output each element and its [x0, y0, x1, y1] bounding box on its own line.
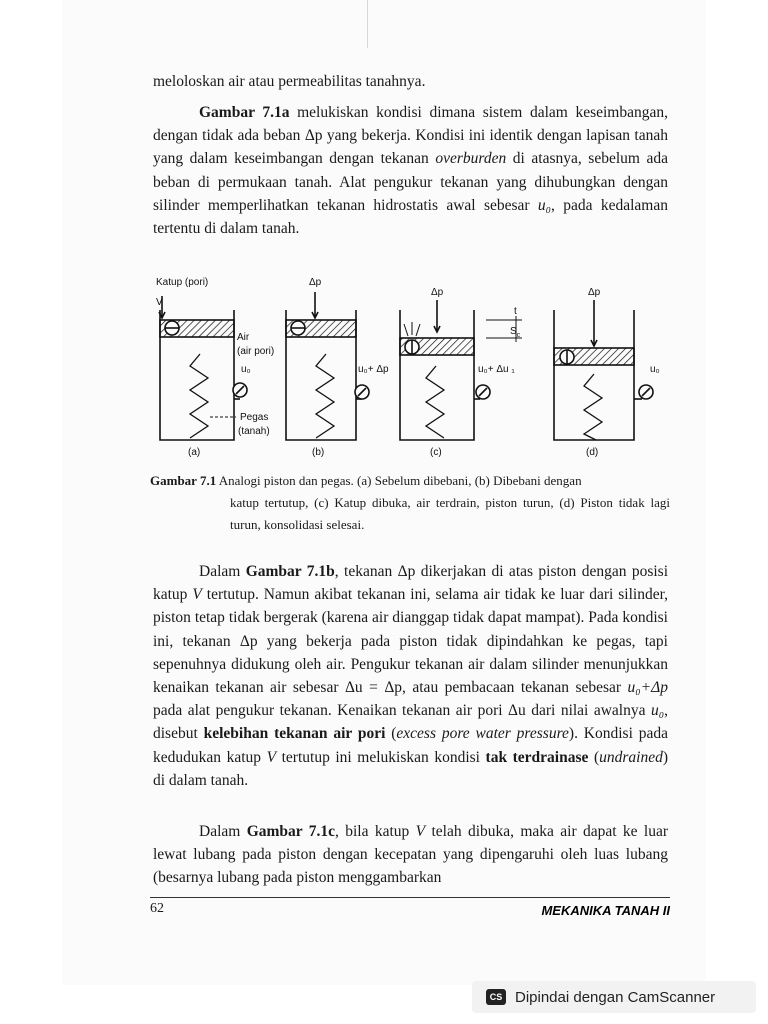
sublabel-d: (d) — [586, 447, 599, 458]
running-head: MEKANIKA TANAH II — [541, 903, 670, 918]
cylinder-b — [286, 292, 369, 440]
paragraph-4: Dalam Gambar 7.1c, bila katup V telah dibuka, maka air dapat ke luar lewat lubang pada piston dengan kecepatan yang dipengaruhi oleh luas lubang (besarnya lubang pada piston menggambarkan — [153, 823, 669, 887]
figure-piston-spring — [150, 272, 670, 462]
label-sc-marker: t — [514, 306, 517, 317]
label-air: Air — [237, 332, 250, 343]
figure-reference: Gambar 7.1a — [199, 104, 290, 121]
label-u0-du1: u₀+ Δu ₁ — [478, 364, 515, 375]
label-katup: Katup (pori) — [156, 277, 209, 288]
label-air-pori: (air pori) — [237, 346, 275, 357]
label-u0-a: u₀ — [241, 364, 251, 375]
label-dp-c: Δp — [431, 287, 444, 298]
sublabel-c: (c) — [430, 447, 442, 458]
sublabel-a: (a) — [188, 447, 201, 458]
label-u0-dp: u₀+ Δp — [358, 364, 389, 375]
cylinder-d — [554, 300, 653, 440]
page-crease — [367, 0, 368, 48]
camscanner-logo-icon: CS — [486, 989, 506, 1005]
label-dp-d: Δp — [588, 287, 601, 298]
figure-reference: Gambar 7.1b — [245, 563, 335, 580]
label-sc: $S_c$ — [510, 326, 521, 339]
figure-reference: Gambar 7.1c — [246, 823, 335, 840]
label-dp-b: Δp — [309, 277, 322, 288]
label-pegas: Pegas — [240, 412, 269, 423]
label-tanah: (tanah) — [238, 426, 270, 437]
paragraph-1: meloloskan air atau permeabilitas tanahnya. — [153, 73, 426, 90]
label-u0-d: u₀ — [650, 364, 660, 375]
page-number: 62 — [150, 901, 164, 916]
sublabel-b: (b) — [312, 447, 325, 458]
figure-caption: Gambar 7.1 Analogi piston dan pegas. (a) Sebelum dibebani, (b) Dibebani dengan katup tertutup, (c) Katup dibuka, air terdrain, piston turun, (d) Piston tidak lagi turun, konsolidasi selesai. — [150, 473, 670, 532]
label-v: V — [156, 297, 163, 308]
piston-diagram — [150, 272, 670, 462]
camscanner-text: Dipindai dengan CamScanner — [515, 988, 716, 1006]
paragraph-3: Dalam Gambar 7.1b, tekanan Δp dikerjakan di atas piston dengan posisi katup V tertutup. Namun akibat tekanan ini, selama air tidak ke luar dari silinder, piston tetap tidak bergerak (karena air dianggap tidak dapat mampat). Pada kondisi ini, tekanan Δp yang bekerja pada piston tidak dipindahkan ke pegas, tapi sepenuhnya didukung oleh air. Pengukur tekanan air dalam silinder menunjukkan kenaikan tekanan air sebesar Δu = Δp, atau pembacaan tekanan sebesar u₀+Δp pada alat pengukur tekanan. Kenaikan tekanan air pori Δu dari nilai awalnya u₀, disebut kelebihan tekanan air pori (excess pore water pressure). Kondisi pada kedudukan katup V tertutup ini melukiskan kondisi tak terdrainase (undrained) di dalam tanah. — [153, 563, 669, 789]
camscanner-badge — [472, 981, 756, 1013]
footer-rule — [150, 897, 670, 898]
paragraph-2: Gambar 7.1a melukiskan kondisi dimana sistem dalam keseimbangan, dengan tidak ada beban Δp yang bekerja. Kondisi ini identik dengan lapisan tanah yang dalam keseimbangan dengan tekanan overburden di atasnya, sebelum ada beban di permukaan tanah. Alat pengukur tekanan yang dihubungkan dengan silinder memperlihatkan tekanan hidrostatis awal sebesar u₀, pada kedalaman tertentu di dalam tanah. — [153, 104, 669, 238]
cylinder-a — [159, 296, 247, 440]
